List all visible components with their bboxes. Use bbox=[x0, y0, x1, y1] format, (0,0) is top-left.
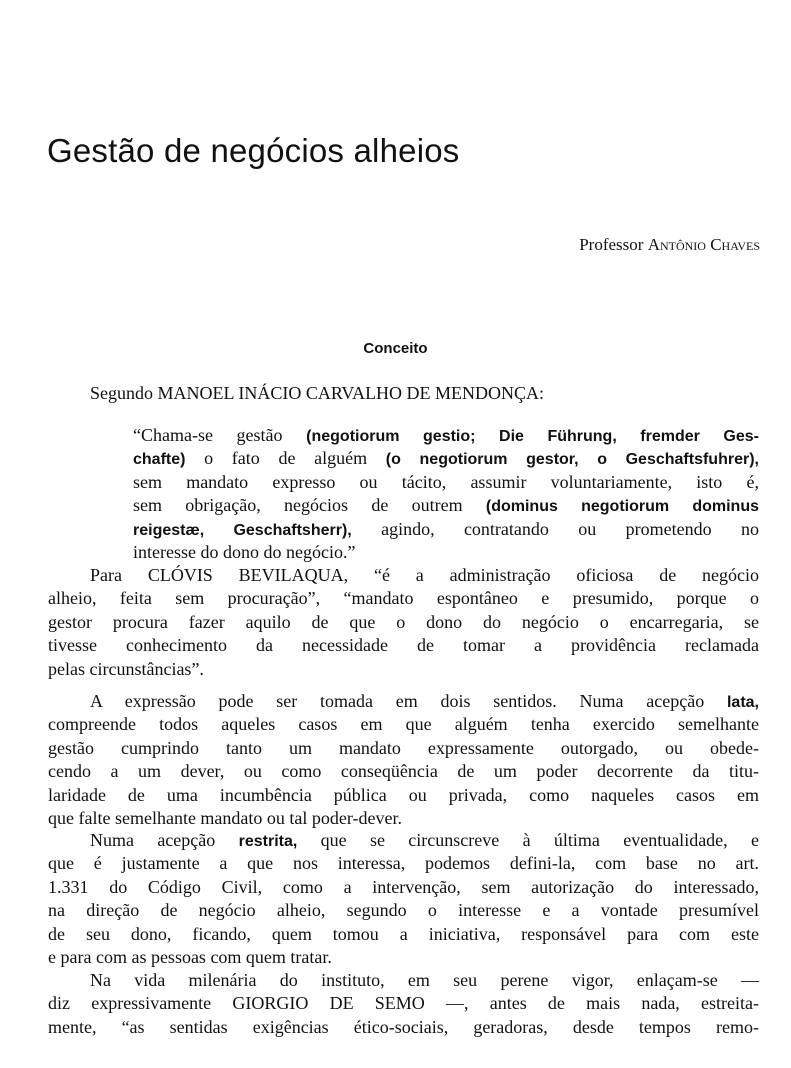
text-run: gestão cumprindo tanto um mandato expressamente outorgado, ou obede- bbox=[48, 737, 759, 758]
bold-term: restrita, bbox=[238, 833, 298, 850]
text-run: cendo a um dever, ou como conseqüência de um poder decorrente da titu- bbox=[48, 761, 759, 782]
lata-paragraph-line bbox=[48, 713, 759, 735]
semo-paragraph-line bbox=[48, 992, 759, 1014]
text-run: 1.331 do Código Civil, como a intervenção, sem autorização do interessado, bbox=[48, 876, 759, 897]
text-run: o fato de alguém bbox=[185, 448, 386, 469]
bold-term: (o negotiorum gestor, o Geschaftsfuhrer), bbox=[385, 451, 759, 469]
lata-paragraph-line bbox=[48, 784, 759, 806]
lata-paragraph-line bbox=[48, 807, 759, 829]
text-run: e para com as pessoas com quem tratar. bbox=[48, 947, 332, 967]
quote-paragraph-line bbox=[133, 424, 759, 448]
text-run: tivesse conhecimento da necessidade de tomar a providência reclamada bbox=[48, 635, 759, 656]
text-run: gestor procura fazer aquilo de que o dono do negócio o encarregaria, se bbox=[48, 611, 759, 632]
text-run: Para CLÓVIS BEVILAQUA, “é a administração oficiosa de negócio bbox=[90, 565, 759, 585]
text-run: Na vida milenária do instituto, em seu perene vigor, enlaçam-se — bbox=[90, 970, 759, 990]
semo-paragraph-line bbox=[90, 969, 759, 991]
quote-paragraph-line bbox=[133, 518, 759, 542]
restrita-paragraph-line bbox=[90, 829, 759, 853]
text-run: de seu dono, ficando, quem tomou a iniciativa, responsável para com este bbox=[48, 923, 759, 944]
bold-term: lata, bbox=[726, 694, 759, 711]
text-run: laridade de uma incumbência pública ou privada, como naqueles casos em bbox=[48, 784, 759, 805]
bevilaqua-paragraph-line bbox=[90, 564, 759, 586]
bold-term: reigestæ, Geschaftsherr), bbox=[133, 521, 352, 539]
text-run: alheio, feita sem procuração”, “mandato espontâneo e presumido, porque o bbox=[48, 588, 759, 609]
semo-paragraph-line bbox=[48, 1016, 759, 1038]
quote-paragraph-line bbox=[133, 447, 759, 471]
lata-paragraph-line bbox=[48, 760, 759, 782]
section-heading: Conceito bbox=[363, 340, 428, 357]
text-run: compreende todos aqueles casos em que alguém tenha exercido semelhante bbox=[48, 714, 759, 735]
bevilaqua-paragraph-line bbox=[48, 634, 759, 656]
bold-term: chafte) bbox=[133, 451, 186, 469]
quote-paragraph-line bbox=[133, 541, 759, 563]
bevilaqua-paragraph-line bbox=[48, 587, 759, 609]
text-run: interesse do dono do negócio.” bbox=[133, 542, 356, 562]
quote-paragraph-line bbox=[133, 494, 759, 518]
text-run: Segundo MANOEL INÁCIO CARVALHO DE MENDONÇA: bbox=[90, 383, 545, 403]
page-title: Gestão de negócios alheios bbox=[47, 132, 460, 169]
text-run: sem obrigação, negócios de outrem bbox=[133, 495, 486, 516]
text-run: na direção de negócio alheio, segundo o interesse e a vontade presumível bbox=[48, 900, 759, 921]
bevilaqua-paragraph-line bbox=[48, 611, 759, 633]
restrita-paragraph-line bbox=[48, 899, 759, 921]
text-run: que se circunscreve à última eventualidade, e bbox=[297, 830, 759, 850]
intro-paragraph-line bbox=[90, 382, 759, 404]
lata-paragraph-line bbox=[48, 737, 759, 759]
restrita-paragraph-line bbox=[48, 946, 759, 968]
author-name: Antônio Chaves bbox=[647, 235, 760, 254]
restrita-paragraph-line bbox=[48, 923, 759, 945]
text-run: “Chama-se gestão bbox=[133, 425, 307, 445]
text-run: pelas circunstâncias”. bbox=[48, 658, 204, 679]
text-run: sem mandato expresso ou tácito, assumir voluntariamente, isto é, bbox=[133, 471, 759, 492]
bevilaqua-paragraph-line bbox=[48, 658, 759, 680]
text-run: mente, “as sentidas exigências ético-sociais, geradoras, desde tempos remo- bbox=[48, 1016, 759, 1037]
restrita-paragraph-line bbox=[48, 876, 759, 898]
bold-term: (negotiorum gestio; Die Führung, fremder Ges- bbox=[306, 428, 759, 445]
text-run: diz expressivamente GIORGIO DE SEMO —, antes de mais nada, estreita- bbox=[48, 993, 759, 1014]
text-run: Numa acepção bbox=[90, 830, 239, 850]
text-run: agindo, contratando ou prometendo no bbox=[351, 518, 759, 539]
restrita-paragraph-line bbox=[48, 852, 759, 874]
author-prefix: Professor bbox=[579, 235, 648, 254]
bold-term: (dominus negotiorum dominus bbox=[485, 498, 759, 516]
text-run: que falte semelhante mandato ou tal poder-dever. bbox=[48, 808, 402, 828]
text-run: A expressão pode ser tomada em dois sentidos. Numa acepção bbox=[90, 691, 727, 711]
quote-paragraph-line bbox=[133, 471, 759, 493]
lata-paragraph-line bbox=[90, 690, 759, 714]
text-run: que é justamente a que nos interessa, podemos defini-la, com base no art. bbox=[48, 853, 759, 874]
